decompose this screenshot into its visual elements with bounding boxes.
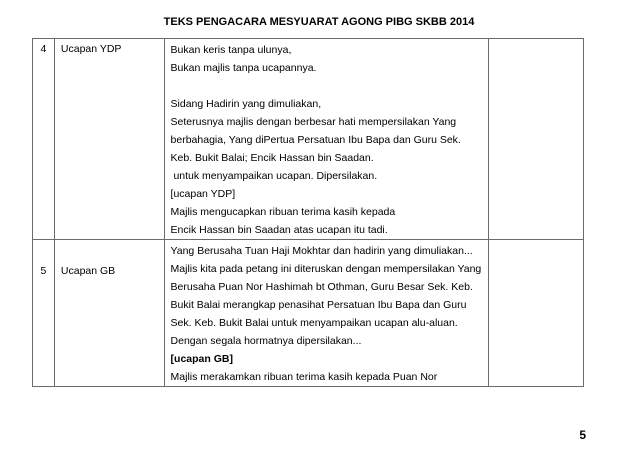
script-line: Bukit Balai merangkap penasihat Persatuan Ibu Bapa dan Guru: [170, 299, 467, 311]
item-title: Ucapan YDP: [54, 39, 164, 240]
script-line: Majlis merakamkan ribuan terima kasih kepada Puan Nor: [170, 371, 438, 383]
script-line: Dengan segala hormatnya dipersilakan...: [170, 335, 362, 347]
script-line: Sidang Hadirin yang dimuliakan,: [170, 98, 322, 110]
table-row: [33, 39, 584, 240]
script-line: Bukan majlis tanpa ucapannya.: [170, 62, 317, 74]
item-title: Ucapan GB: [54, 240, 164, 387]
script-line: Majlis mengucapkan ribuan terima kasih kepada: [170, 206, 396, 218]
script-line: Bukan keris tanpa ulunya,: [170, 44, 292, 56]
script-text: [164, 240, 489, 387]
empty-cell: [489, 39, 584, 240]
script-line: Keb. Bukit Balai; Encik Hassan bin Saadan.: [170, 152, 374, 164]
script-line: berbahagia, Yang diPertua Persatuan Ibu Bapa dan Guru Sek.: [170, 134, 461, 146]
script-line: [ucapan GB]: [170, 353, 233, 365]
page-title: TEKS PENGACARA MESYUARAT AGONG PIBG SKBB 2014: [163, 16, 475, 28]
blank-line: [171, 77, 489, 95]
empty-cell: [489, 240, 584, 387]
item-number: 5: [33, 240, 55, 387]
item-number: 4: [33, 39, 55, 240]
agenda-table: [32, 38, 584, 387]
script-line: Berusaha Puan Nor Hashimah bt Othman, Guru Besar Sek. Keb.: [170, 281, 473, 293]
script-text: [164, 39, 489, 240]
script-line: [ucapan YDP]: [170, 188, 236, 200]
page-number: 5: [579, 428, 586, 442]
script-line: Yang Berusaha Tuan Haji Mokhtar dan hadirin yang dimuliakan...: [170, 245, 473, 257]
script-line: Majlis kita pada petang ini diteruskan dengan mempersilakan Yang: [170, 263, 482, 275]
script-line: Seterusnya majlis dengan berbesar hati mempersilakan Yang: [170, 116, 457, 128]
table-row: [33, 240, 584, 387]
script-line: Sek. Keb. Bukit Balai untuk menyampaikan ucapan alu-aluan.: [170, 317, 458, 329]
script-line: Encik Hassan bin Saadan atas ucapan itu tadi.: [170, 224, 388, 236]
script-line: untuk menyampaikan ucapan. Dipersilakan.: [170, 170, 378, 182]
